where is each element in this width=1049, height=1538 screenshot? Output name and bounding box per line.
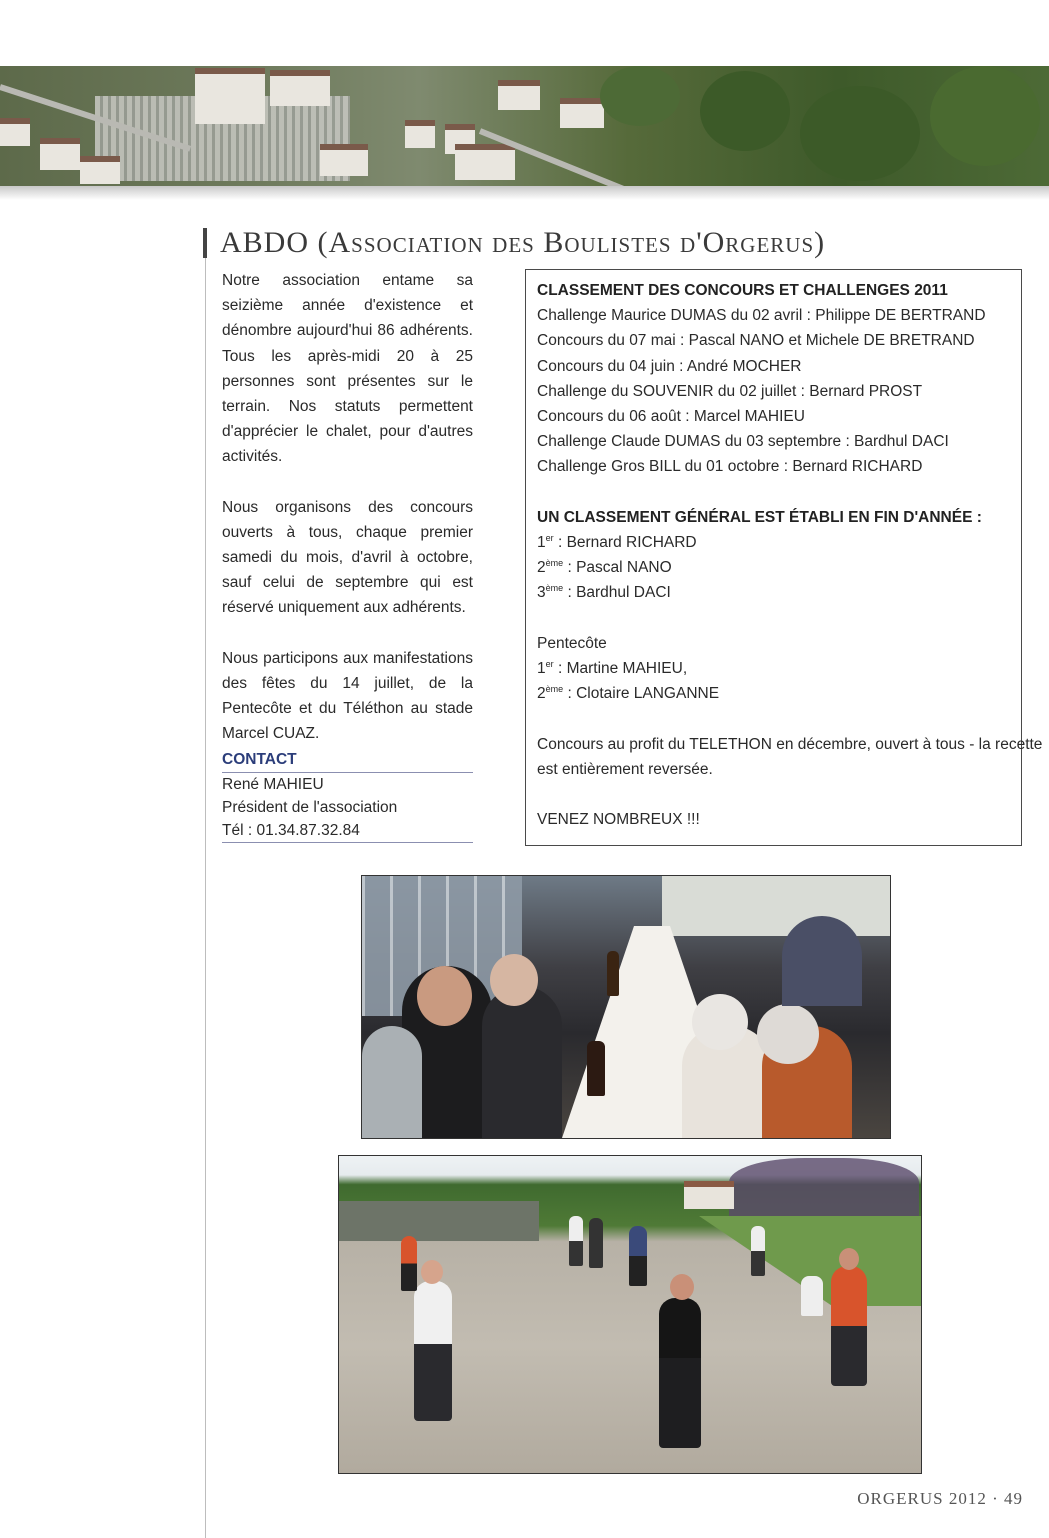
trees	[729, 1158, 919, 1218]
church	[195, 68, 265, 124]
house	[80, 156, 120, 184]
page-footer: ORGERUS 2012 · 49	[857, 1489, 1023, 1508]
ranking-item: 2ème : Pascal NANO	[537, 558, 672, 577]
event-item: Challenge du SOUVENIR du 02 juillet : Bernard PROST	[537, 382, 923, 400]
page-title	[220, 226, 825, 260]
tree	[800, 86, 920, 181]
title-marker	[203, 228, 207, 258]
chalet	[684, 1181, 734, 1209]
player	[414, 1281, 452, 1421]
person	[782, 916, 862, 1006]
pentecote-heading: Pentecôte	[537, 634, 607, 652]
player	[831, 1266, 867, 1386]
event-item: Concours du 07 mai : Pascal NANO et Michele DE BRETRAND	[537, 332, 975, 350]
house	[405, 120, 435, 148]
title-abbr: ABDO	[220, 226, 310, 259]
house	[320, 144, 368, 176]
event-item: Challenge Gros BILL du 01 octobre : Bernard RICHARD	[537, 458, 923, 476]
person-head	[692, 994, 748, 1050]
house	[0, 118, 30, 146]
event-list	[537, 303, 1017, 479]
person-head	[757, 1004, 819, 1064]
contact-name: René MAHIEU	[222, 776, 324, 793]
person-head	[417, 966, 472, 1026]
player-head	[421, 1260, 443, 1284]
house	[560, 98, 604, 128]
intro-paragraph-2: Nous organisons des concours ouverts à tous, chaque premier samedi du mois, d'avril à octobre, sauf celui de septembre qui est réservé uniquement aux adhérents.	[222, 498, 473, 617]
event-item: Concours du 06 août : Marcel MAHIEU	[537, 408, 805, 426]
house	[498, 80, 540, 110]
player	[589, 1218, 603, 1268]
wine-bottle	[587, 1041, 605, 1096]
tree	[930, 66, 1040, 166]
contact-heading: CONTACT	[222, 748, 473, 773]
banner-shadow	[0, 186, 1049, 200]
event-item: Challenge Claude DUMAS du 03 septembre : Bardhul DACI	[537, 433, 949, 451]
results-box	[525, 269, 1043, 846]
banquet-photo	[361, 875, 891, 1139]
player	[801, 1276, 823, 1316]
event-item: Challenge Maurice DUMAS du 02 avril : Philippe DE BERTRAND	[537, 307, 986, 325]
title-full: (Association des Boulistes d'Orgerus)	[317, 226, 826, 259]
general-ranking-heading: UN CLASSEMENT GÉNÉRAL EST ÉTABLI EN FIN D'ANNÉE :	[537, 508, 982, 526]
contact-role: Président de l'association	[222, 799, 398, 816]
tree	[600, 66, 680, 126]
house	[270, 70, 330, 106]
intro-column	[222, 268, 473, 771]
telethon-line-2: est entièrement reversée.	[537, 760, 713, 778]
player-head	[670, 1274, 694, 1300]
player	[751, 1226, 765, 1276]
tent-roof	[662, 876, 890, 936]
house	[455, 144, 515, 180]
ranking-item: 3ème : Bardhul DACI	[537, 583, 671, 602]
fence	[339, 1201, 539, 1241]
telethon-line-1: Concours au profit du TELETHON en décembre, ouvert à tous - la recette	[537, 735, 1043, 753]
left-margin-rule	[205, 255, 206, 1538]
results-heading: CLASSEMENT DES CONCOURS ET CHALLENGES 2011	[537, 282, 948, 299]
player-head	[839, 1248, 859, 1270]
wine-bottle	[607, 951, 619, 996]
petanque-court-photo	[338, 1155, 922, 1474]
player	[629, 1226, 647, 1286]
player	[659, 1298, 701, 1448]
pentecote-item: 1er : Martine MAHIEU,	[537, 658, 688, 678]
player	[401, 1236, 417, 1291]
person-head	[490, 954, 538, 1006]
tree	[700, 71, 790, 151]
event-item: Concours du 04 juin : André MOCHER	[537, 357, 802, 375]
contact-block	[222, 748, 473, 843]
ranking-item: 1er : Bernard RICHARD	[537, 532, 697, 552]
player	[569, 1216, 583, 1266]
closing-text: VENEZ NOMBREUX !!!	[537, 811, 700, 829]
aerial-banner-photo	[0, 66, 1049, 186]
contact-phone: Tél : 01.34.87.32.84	[222, 819, 473, 843]
person	[482, 986, 562, 1138]
intro-paragraph-1: Notre association entame sa seizième année d'existence et dénombre aujourd'hui 86 adhérents. Tous les après-midi 20 à 25 personnes sont présentes sur le terrain. Nos statuts permettent d'apprécier le chalet, pour d'autres activités.	[222, 272, 473, 466]
person	[362, 1026, 422, 1138]
intro-paragraph-3: Nous participons aux manifestations des fêtes du 14 juillet, de la Pentecôte et du Téléthon au stade Marcel CUAZ.	[222, 649, 473, 743]
pentecote-item: 2ème : Clotaire LANGANNE	[537, 684, 720, 703]
house	[40, 138, 80, 170]
